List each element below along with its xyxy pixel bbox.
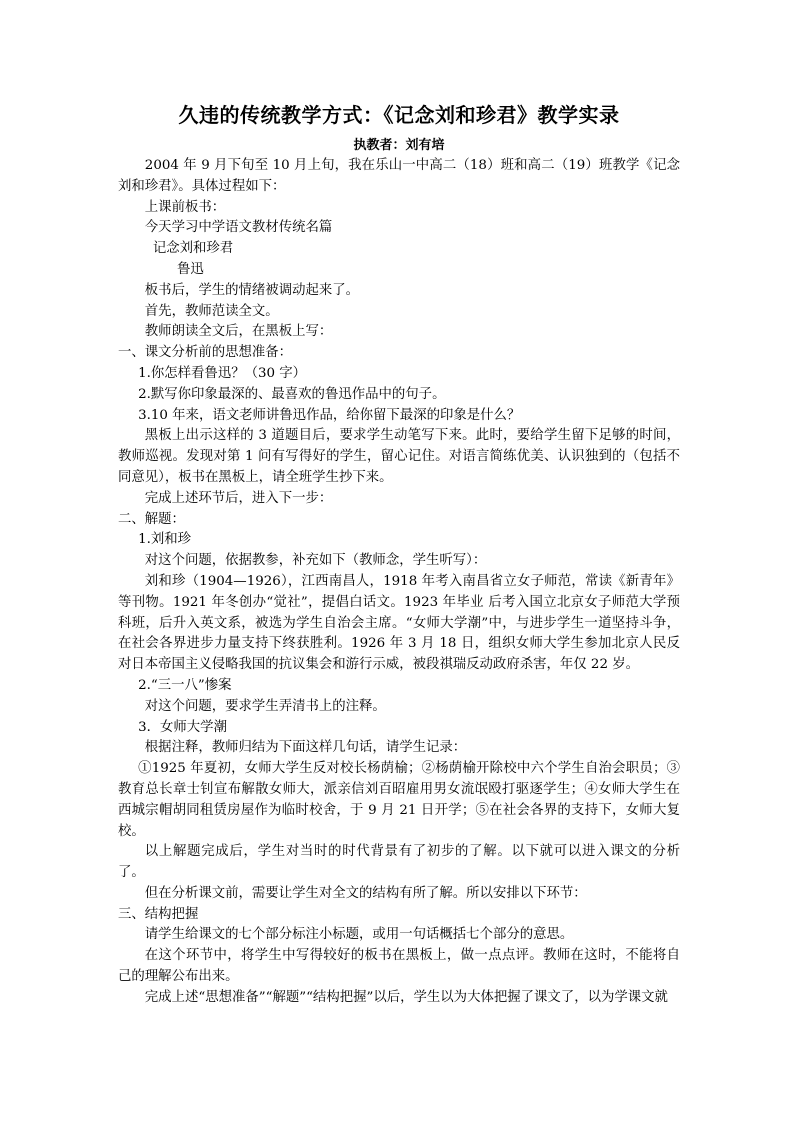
intro-paragraph: 2004 年 9 月下旬至 10 月上旬，我在乐山一中高二（18）班和高二（19）班教学《记念刘和珍君》。具体过程如下： [118, 158, 680, 194]
section-2-heading: 二、解题： [118, 511, 185, 527]
section-2-item-2-paragraph-1: 对这个问题，要求学生弄清书上的注释。 [144, 698, 386, 714]
section-3-heading: 三、结构把握 [118, 906, 199, 922]
section-2-item-3-title: 3．女师大学潮 [138, 719, 227, 735]
section-1-question-2: 2.默写你印象最深的、最喜欢的鲁迅作品中的句子。 [138, 386, 446, 402]
document-page [118, 100, 680, 1009]
section-1-question-3: 3.10 年来，语文老师讲鲁迅作品，给你留下最深的印象是什么？ [138, 407, 521, 423]
section-3-paragraph-3: 完成上述“思想准备”“解题”“结构把握”以后，学生以为大体把握了课文了，以为学课文就 [144, 989, 668, 1005]
section-2-item-1-paragraph-1: 对这个问题，依据教参，补充如下（教师念，学生听写）： [144, 553, 487, 569]
section-2-item-1-title: 1.刘和珍 [138, 532, 192, 548]
section-1-question-1: 1.你怎样看鲁迅？（30 字） [138, 365, 307, 381]
section-2-item-3-paragraph-2: ①1925 年夏初，女师大学生反对校长杨荫榆；②杨荫榆开除校中六个学生自治会职员；③教育总长章士钊宣布解散女师大，派亲信刘百昭雇用男女流氓殴打驱逐学生；④女师大学生在西城宗帽胡同租赁房屋作为临时校舍，于 9 月 21 日开学；⑤在社会各界的支持下，女师大复校。 [118, 761, 680, 839]
section-1-heading: 一、课文分析前的思想准备： [118, 345, 293, 361]
section-1-paragraph-2: 完成上述环节后，进入下一步： [144, 490, 333, 506]
board-before-line: 上课前板书： [144, 199, 226, 215]
section-2-paragraph-after: 以上解题完成后，学生对当时的时代背景有了初步的了解。以下就可以进入课文的分析了。 [118, 844, 680, 881]
section-3-paragraph-2: 在这个环节中，将学生中写得较好的板书在黑板上，做一点点评。教师在这时，不能将自己的理解公布出来。 [118, 948, 680, 985]
section-2-paragraph-before-next: 但在分析课文前，需要让学生对全文的结构有所了解。所以安排以下环节： [144, 885, 587, 901]
board-line-1: 今天学习中学语文教材传统名篇 [144, 220, 333, 236]
first-read-line: 首先，教师范读全文。 [144, 303, 279, 319]
section-1-paragraph-1: 黑板上出示这样的 3 道题目后，要求学生动笔写下来。此时，要给学生留下足够的时间，教师巡视。发现对第 1 问有写得好的学生，留心记住。对语言简练优美、认识独到的（包括不同意见），板书在黑板上，请全班学生抄下来。 [118, 428, 680, 485]
board-line-3: 鲁迅 [176, 261, 204, 277]
section-2-item-2-title: 2.“三一八”惨案 [138, 677, 232, 693]
section-2-item-3-paragraph-1: 根据注释，教师归结为下面这样几句话，请学生记录： [144, 740, 467, 756]
board-line-2: 记念刘和珍君 [152, 241, 234, 257]
section-3-paragraph-1: 请学生给课文的七个部分标注小标题，或用一句话概括七个部分的意思。 [144, 927, 574, 943]
after-read-line: 教师朗读全文后，在黑板上写： [144, 324, 333, 340]
document-author: 执教者：刘有培 [353, 138, 445, 153]
document-title: 久违的传统教学方式：《记念刘和珍君》教学实录 [178, 103, 620, 127]
after-board-line: 板书后，学生的情绪被调动起来了。 [144, 282, 360, 298]
section-2-item-1-paragraph-2: 刘和珍（1904—1926），江西南昌人，1918 年考入南昌省立女子师范，常读《新青年》等刊物。1921 年冬创办“觉社”，提倡白话文。1923 年毕业 后考入国立北京女子师范大学预科班，后升入英文系，被选为学生自治会主席。“女师大学潮”中，与进步学生一道坚持斗争，在社会各界进步力量支持下终获胜利。1926 年 3 月 18 日，组织女师大学生参加北京人民反对日本帝国主义侵略我国的抗议集会和游行示威，被段祺瑞反动政府杀害，年仅 22 岁。 [118, 573, 680, 673]
